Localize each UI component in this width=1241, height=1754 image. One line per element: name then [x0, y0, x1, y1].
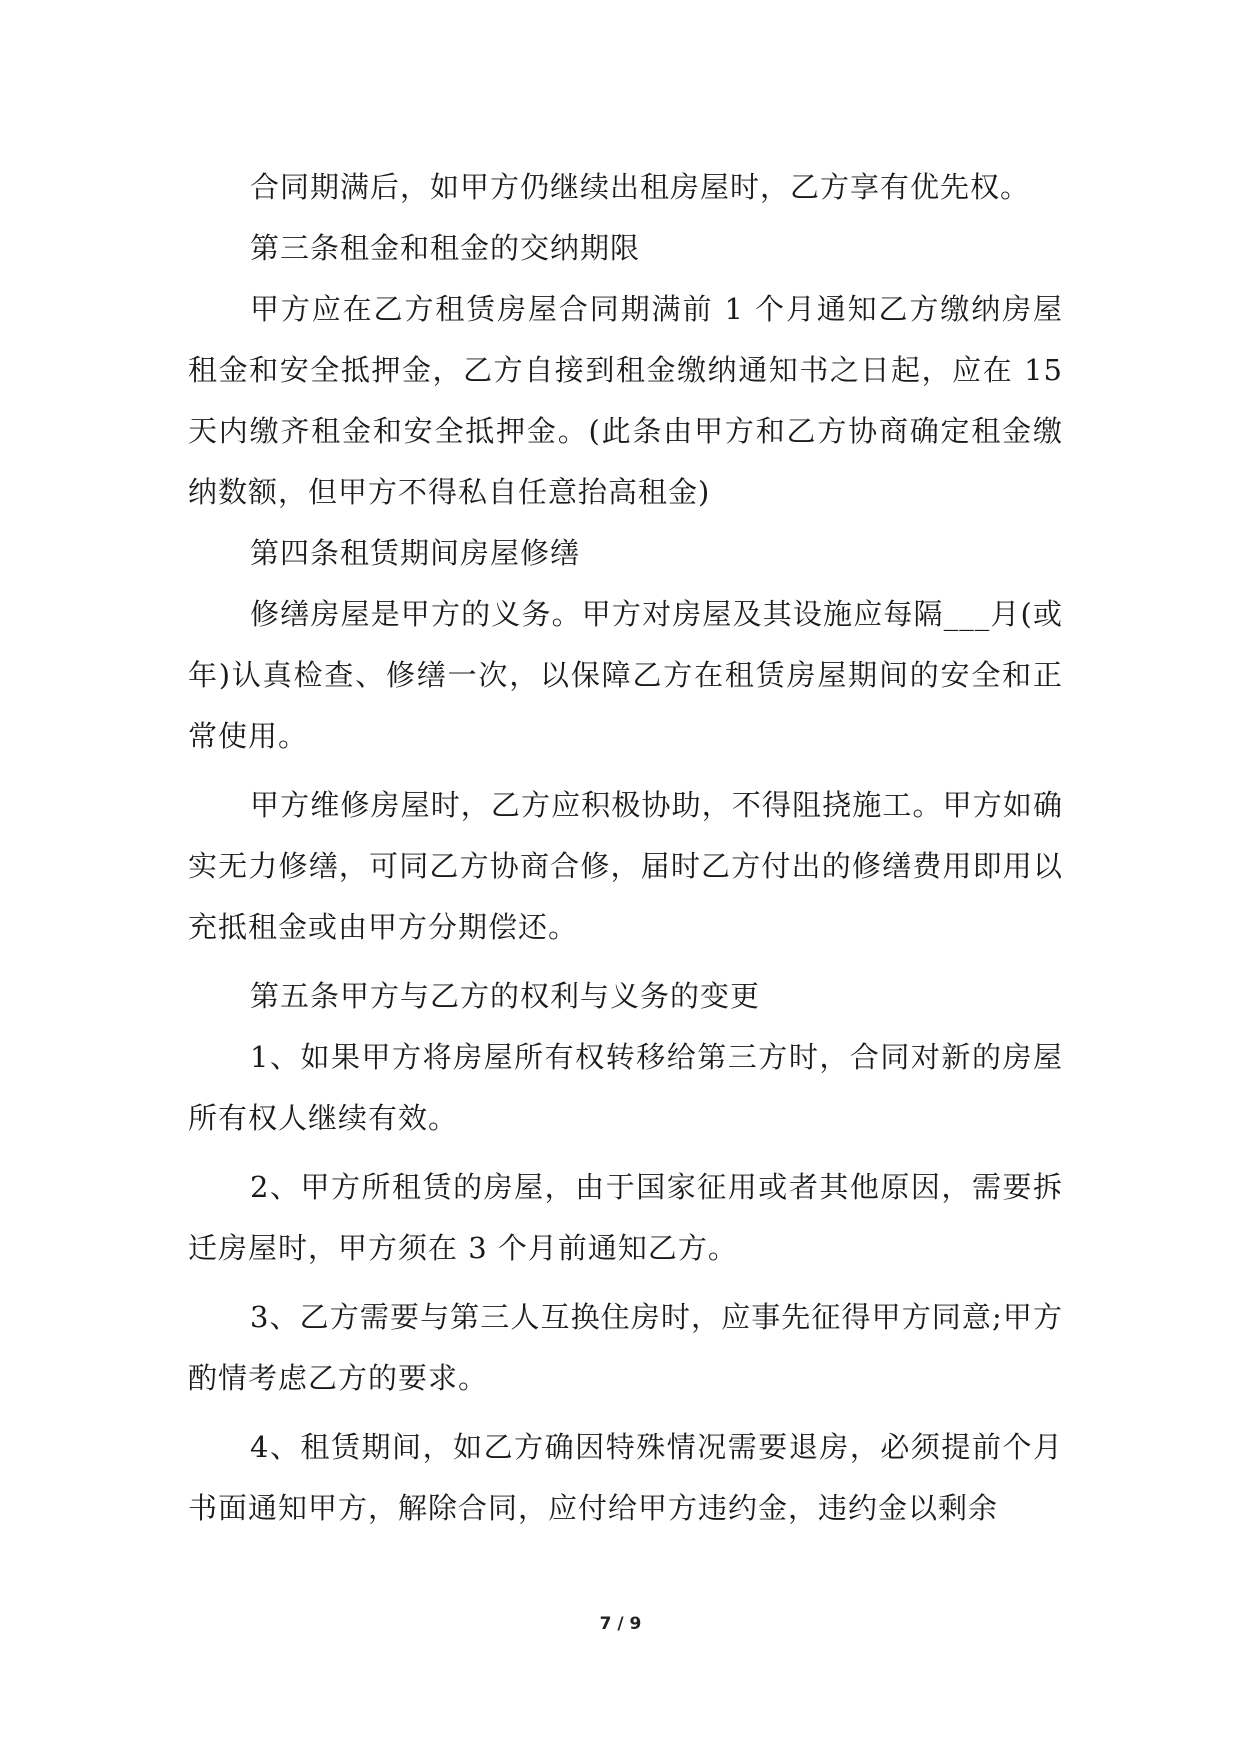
paragraph-clause-4: 4、租赁期间，如乙方确因特殊情况需要退房，必须提前个月书面通知甲方，解除合同，应付给甲方违约金，违约金以剩余	[188, 1430, 1063, 1525]
heading-article-4: 第四条租赁期间房屋修缮	[250, 536, 581, 570]
paragraph-rent-payment: 甲方应在乙方租赁房屋合同期满前 1 个月通知乙方缴纳房屋租金和安全抵押金，乙方自接到租金缴纳通知书之日起，应在 15 天内缴齐租金和安全抵押金。(此条由甲方和乙方协商确定租金缴纳数额，但甲方不得私自任意抬高租金)	[188, 292, 1063, 509]
heading-article-3: 第三条租金和租金的交纳期限	[250, 231, 641, 265]
heading-article-5: 第五条甲方与乙方的权利与义务的变更	[250, 979, 761, 1013]
paragraph-clause-1: 1、如果甲方将房屋所有权转移给第三方时，合同对新的房屋所有权人继续有效。	[188, 1040, 1063, 1135]
document-body	[188, 157, 1063, 1539]
paragraph-repair-cooperation: 甲方维修房屋时，乙方应积极协助，不得阻挠施工。甲方如确实无力修缮，可同乙方协商合修，届时乙方付出的修缮费用即用以充抵租金或由甲方分期偿还。	[188, 788, 1063, 944]
page-number: 7 / 9	[599, 1614, 642, 1634]
paragraph-priority-right: 合同期满后，如甲方仍继续出租房屋时，乙方享有优先权。	[250, 170, 1031, 204]
paragraph-clause-2: 2、甲方所租赁的房屋，由于国家征用或者其他原因，需要拆迁房屋时，甲方须在 3 个月前通知乙方。	[188, 1170, 1063, 1265]
paragraph-clause-3: 3、乙方需要与第三人互换住房时，应事先征得甲方同意;甲方酌情考虑乙方的要求。	[188, 1300, 1063, 1395]
paragraph-repair-duty: 修缮房屋是甲方的义务。甲方对房屋及其设施应每隔___月(或年)认真检查、修缮一次，以保障乙方在租赁房屋期间的安全和正常使用。	[188, 597, 1063, 753]
